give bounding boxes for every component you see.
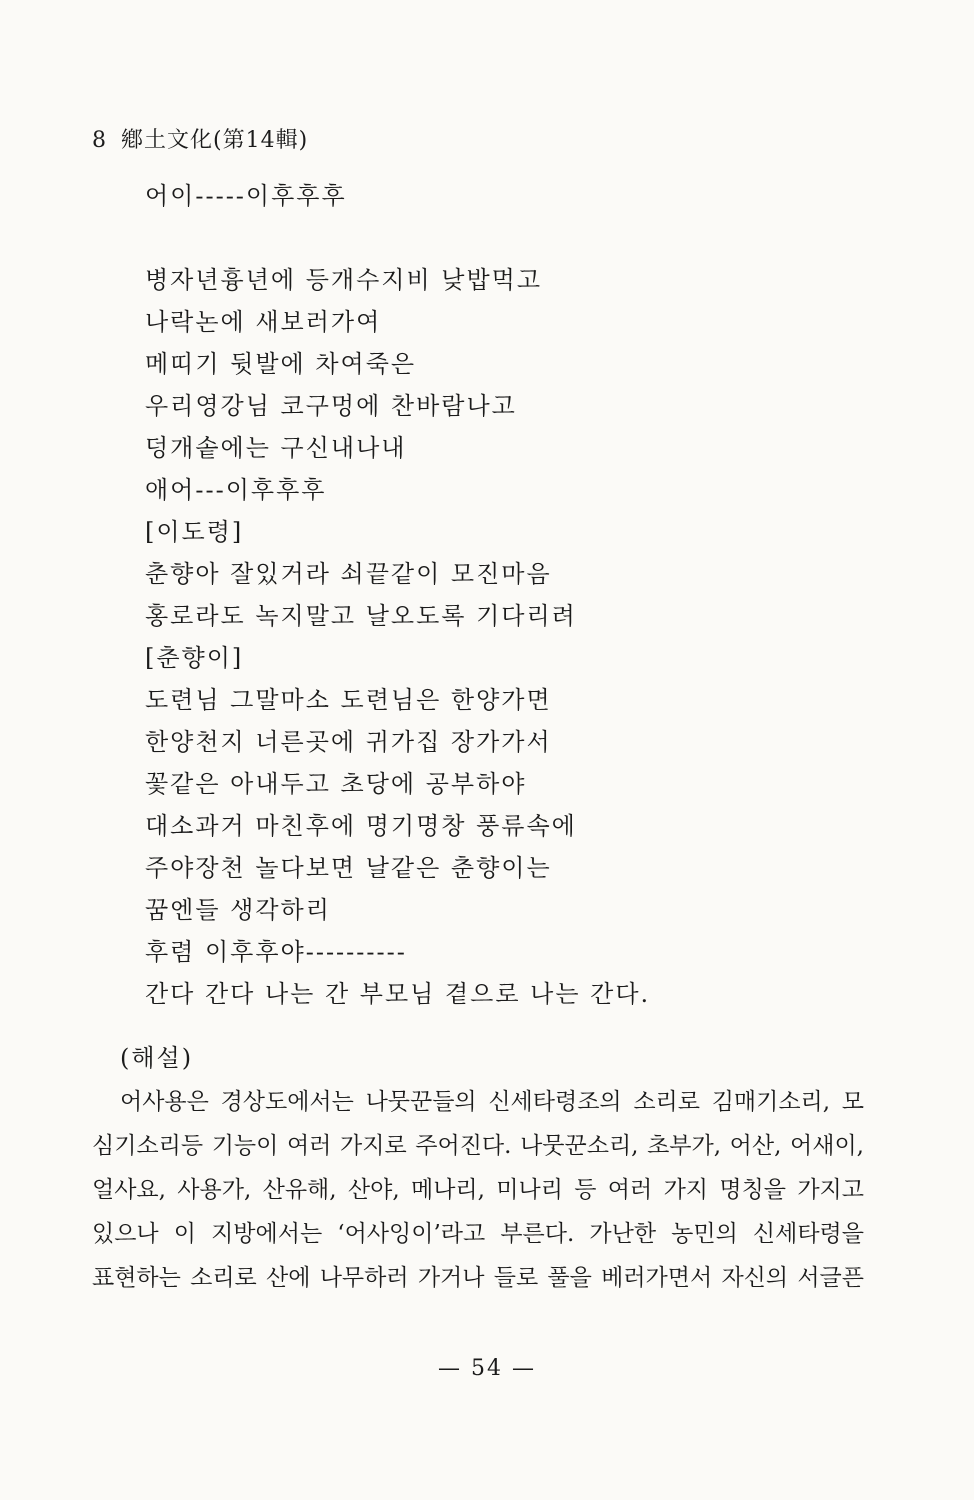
verse-line: 꽃같은 아내두고 초당에 공부하야	[145, 770, 527, 798]
verse-line: 우리영강님 코구멍에 찬바람나고	[145, 392, 517, 420]
verse-line: 춘향아 잘있거라 쇠끝같이 모진마음	[145, 560, 552, 588]
speaker-label: [춘향이]	[145, 644, 244, 672]
commentary-line: 있으나 이 지방에서는 ‘어사잉이’라고 부른다. 가난한 농민의 신세타령을	[92, 1221, 864, 1247]
verse-blank-line	[145, 217, 650, 259]
header-page-number: 8	[92, 128, 107, 153]
journal-title: 鄕土文化(第14輯)	[121, 128, 309, 153]
verse-line: 후렴 이후후야----------	[145, 938, 407, 966]
commentary-line: 얼사요, 사용가, 산유해, 산야, 메나리, 미나리 등 여러 가지 명칭을 가지고	[92, 1177, 864, 1203]
verse-line: 주야장천 놀다보면 날같은 춘향이는	[145, 854, 552, 882]
verse-line: 홍로라도 녹지말고 날오도록 기다리려	[145, 602, 577, 630]
speaker-label: [이도령]	[145, 518, 244, 546]
verse-line: 대소과거 마친후에 명기명창 풍류속에	[145, 812, 577, 840]
verse-line: 꿈엔들 생각하리	[145, 896, 331, 924]
page-footer-number: — 54 —	[438, 1356, 536, 1381]
verse-line: 한양천지 너른곳에 귀가집 장가가서	[145, 728, 552, 756]
running-header	[92, 123, 308, 154]
verse-line: 간다 간다 나는 간 부모님 곁으로 나는 간다.	[145, 980, 651, 1008]
song-verse	[145, 175, 650, 1015]
commentary-heading: (해설)	[120, 1044, 194, 1072]
verse-line: 어이-----이후후후	[145, 182, 347, 210]
verse-line: 덩개솥에는 구신내나내	[145, 434, 407, 462]
commentary-line: 심기소리등 기능이 여러 가지로 주어진다. 나뭇꾼소리, 초부가, 어산, 어새이,	[92, 1133, 864, 1159]
verse-line: 애어---이후후후	[145, 476, 327, 504]
verse-line: 병자년흉년에 등개수지비 낮밥먹고	[145, 266, 543, 294]
commentary-line: 어사용은 경상도에서는 나뭇꾼들의 신세타령조의 소리로 김매기소리, 모	[120, 1089, 864, 1115]
verse-line: 나락논에 새보러가여	[145, 308, 382, 336]
verse-line: 도련님 그말마소 도련님은 한양가면	[145, 686, 552, 714]
commentary-paragraph	[92, 1080, 864, 1300]
verse-line: 메띠기 뒷발에 차여죽은	[145, 350, 417, 378]
commentary-line: 표현하는 소리로 산에 나무하러 가거나 들로 풀을 베러가면서 자신의 서글픈	[92, 1265, 864, 1291]
